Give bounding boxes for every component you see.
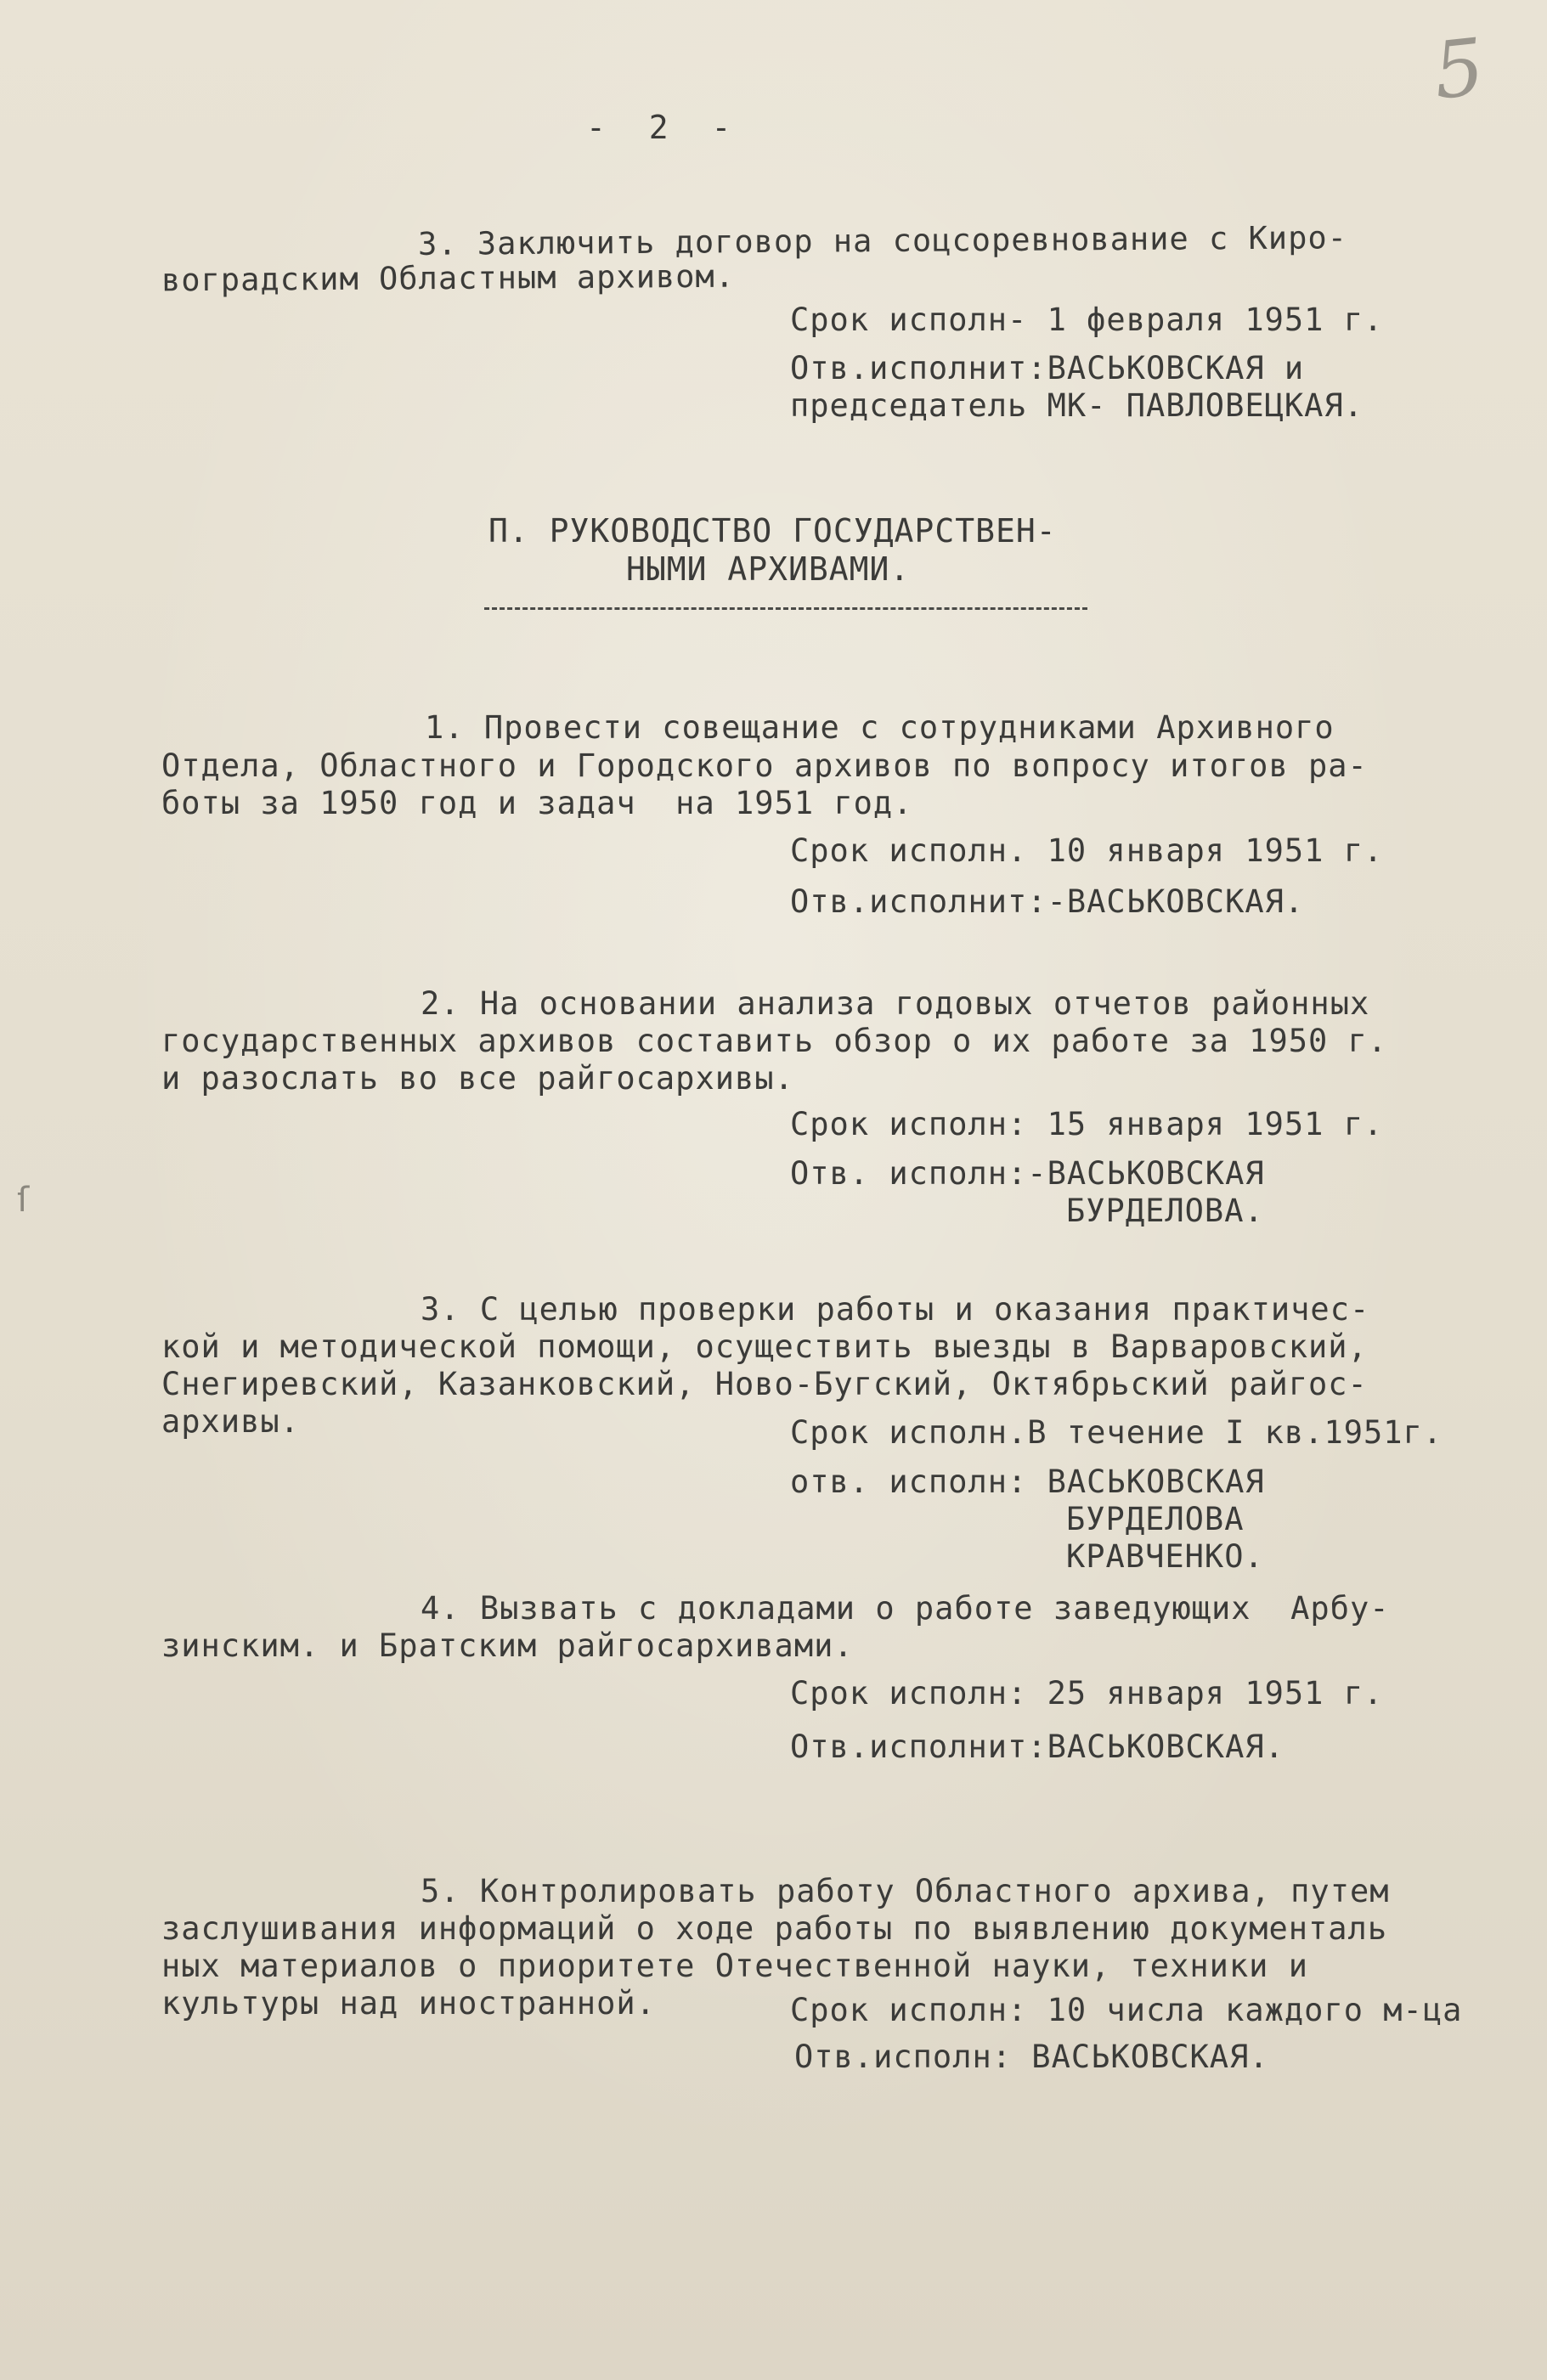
sec2-item-2-responsible-1: Отв. исполн:-ВАСЬКОВСКАЯ	[790, 1155, 1265, 1192]
sec2-item-2-line-1: 2. На основании анализа годовых отчетов районных	[421, 985, 1370, 1022]
sec2-item-1-line-2: Отдела, Областного и Городского архивов по вопросу итогов ра-	[161, 747, 1368, 784]
sec2-item-5-line-2: заслушивания информаций о ходе работы по выявлению документаль	[161, 1910, 1388, 1947]
sec2-item-3-responsible-2: БУРДЕЛОВА	[1066, 1501, 1245, 1537]
sec2-item-3-line-2: кой и методической помощи, осуществить выезды в Варваровский,	[161, 1328, 1368, 1365]
sec2-item-1-line-3: боты за 1950 год и задач на 1951 год.	[161, 785, 913, 821]
sec2-item-1-deadline: Срок исполн. 10 января 1951 г.	[790, 832, 1384, 869]
sec2-item-5-line-4: культуры над иностранной.	[161, 1985, 656, 2022]
item-3-deadline: Срок исполн- 1 февраля 1951 г.	[790, 302, 1384, 338]
sec2-item-3-line-4: архивы.	[161, 1403, 300, 1440]
sec2-item-3-line-3: Снегиревский, Казанковский, Ново-Бугский, Октябрьский райгос-	[161, 1366, 1368, 1402]
item-3-responsible-2: председатель МК- ПАВЛОВЕЦКАЯ.	[790, 387, 1364, 424]
sec2-item-3-responsible-1: отв. исполн: ВАСЬКОВСКАЯ	[790, 1464, 1265, 1500]
sec2-item-4-line-1: 4. Вызвать с докладами о работе заведующих Арбу-	[421, 1590, 1390, 1627]
sec2-item-4-line-2: зинским. и Братским райгосархивами.	[161, 1627, 854, 1664]
sec2-item-5-deadline: Срок исполн: 10 числа каждого м-ца	[790, 1992, 1463, 2028]
section-2-heading-line-1: П. РУКОВОДСТВО ГОСУДАРСТВЕН-	[488, 512, 1057, 550]
sec2-item-2-deadline: Срок исполн: 15 января 1951 г.	[790, 1106, 1384, 1142]
item-3-line-1: 3. Заключить договор на соцсоревнование с Киро-	[417, 219, 1348, 262]
page-number: - 2 -	[586, 109, 743, 146]
sec2-item-1-responsible: Отв.исполнит:-ВАСЬКОВСКАЯ.	[790, 883, 1305, 920]
sec2-item-4-deadline: Срок исполн: 25 января 1951 г.	[790, 1675, 1384, 1712]
sec2-item-4-responsible: Отв.исполнит:ВАСЬКОВСКАЯ.	[790, 1729, 1284, 1765]
sec2-item-5-line-1: 5. Контролировать работу Областного архива, путем	[421, 1873, 1390, 1909]
sec2-item-1-line-1: 1. Провести совещание с сотрудниками Архивного	[425, 709, 1335, 746]
sec2-item-3-responsible-3: КРАВЧЕНКО.	[1066, 1538, 1264, 1575]
heading-underline	[484, 607, 1087, 610]
sec2-item-3-deadline: Срок исполн.В течение I кв.1951г.	[790, 1414, 1443, 1451]
sec2-item-2-responsible-2: БУРДЕЛОВА.	[1066, 1193, 1264, 1229]
margin-mark: ſ	[17, 1181, 30, 1220]
section-2-heading-line-2: НЫМИ АРХИВАМИ.	[626, 550, 911, 588]
sec2-item-5-line-3: ных материалов о приоритете Отечественной науки, техники и	[161, 1948, 1309, 1984]
sec2-item-5-responsible: Отв.исполн: ВАСЬКОВСКАЯ.	[794, 2039, 1269, 2075]
item-3-line-2: воградским Областным архивом.	[161, 257, 736, 299]
handwritten-page-number: 5	[1429, 21, 1488, 117]
sec2-item-2-line-3: и разослать во все райгосархивы.	[161, 1060, 794, 1097]
item-3-responsible-1: Отв.исполнит:ВАСЬКОВСКАЯ и	[790, 350, 1305, 386]
sec2-item-2-line-2: государственных архивов составить обзор о их работе за 1950 г.	[161, 1023, 1388, 1059]
sec2-item-3-line-1: 3. С целью проверки работы и оказания практичес-	[421, 1291, 1370, 1328]
